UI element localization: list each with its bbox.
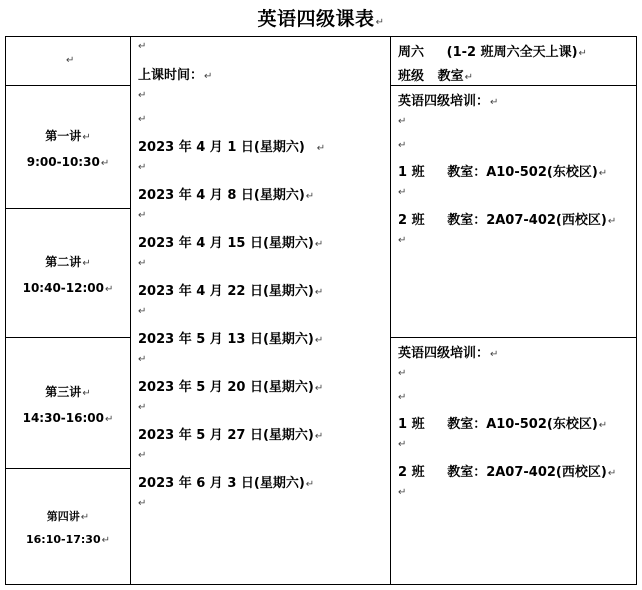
paragraph-mark: ↵	[607, 468, 617, 479]
training-heading	[398, 342, 498, 361]
paragraph-mark: ↵	[138, 258, 147, 269]
class-time-label: 上课时间：	[138, 68, 204, 83]
paragraph-mark: ↵	[314, 383, 324, 394]
column-divider-1	[130, 36, 131, 585]
row-divider-left-3	[5, 337, 131, 338]
table-border-top	[5, 36, 637, 37]
session-4	[6, 506, 130, 552]
session-name: 第三讲	[45, 385, 82, 399]
paragraph-mark: ↵	[138, 306, 147, 317]
paragraph-mark: ↵	[398, 487, 407, 498]
paragraph-mark: ↵	[204, 71, 213, 82]
class-room-row	[398, 209, 616, 228]
paragraph-mark: ↵	[316, 143, 326, 154]
paragraph-mark: ↵	[490, 97, 499, 108]
class-room-text: 1 班 教室：A10-502(东校区)	[398, 165, 598, 180]
weekday-note: 周六 (1-2 班周六全天上课)	[398, 45, 578, 60]
date-row	[138, 424, 323, 443]
date-text: 2023 年 5 月 27 日(星期六)	[138, 428, 314, 443]
paragraph-mark: ↵	[82, 132, 91, 143]
table-border-left	[5, 36, 6, 585]
class-room-row	[398, 161, 607, 180]
paragraph-mark: ↵	[66, 55, 75, 66]
header-right-line2	[398, 65, 473, 84]
session-2	[6, 250, 130, 302]
paragraph-mark: ↵	[598, 420, 608, 431]
date-text: 2023 年 5 月 13 日(星期六)	[138, 332, 314, 347]
session-name: 第一讲	[45, 129, 82, 143]
paragraph-mark: ↵	[398, 116, 407, 127]
date-row	[138, 232, 323, 251]
paragraph-mark: ↵	[375, 17, 385, 28]
row-divider-left-4	[5, 468, 131, 469]
paragraph-mark: ↵	[138, 114, 147, 125]
date-text: 2023 年 6 月 3 日(星期六)	[138, 476, 305, 491]
session-time: 16:10-17:30	[26, 533, 101, 546]
paragraph-mark: ↵	[100, 158, 110, 169]
paragraph-mark: ↵	[138, 498, 147, 509]
training-heading-text: 英语四级培训：	[398, 94, 490, 109]
training-heading	[398, 90, 498, 109]
paragraph-mark: ↵	[598, 168, 608, 179]
training-heading-text: 英语四级培训：	[398, 346, 490, 361]
class-room-text: 1 班 教室：A10-502(东校区)	[398, 417, 598, 432]
session-time: 14:30-16:00	[22, 411, 104, 425]
table-border-bottom	[5, 584, 637, 585]
paragraph-mark: ↵	[398, 187, 407, 198]
header-right-line1	[398, 41, 587, 60]
paragraph-mark: ↵	[305, 479, 315, 490]
paragraph-mark: ↵	[398, 140, 407, 151]
date-row	[138, 136, 325, 155]
date-row	[138, 184, 314, 203]
paragraph-mark: ↵	[607, 216, 617, 227]
paragraph-mark: ↵	[104, 284, 114, 295]
date-text: 2023 年 4 月 22 日(星期六)	[138, 284, 314, 299]
paragraph-mark: ↵	[104, 414, 114, 425]
date-row	[138, 280, 323, 299]
row-divider-right-1	[390, 85, 637, 86]
session-name: 第二讲	[45, 255, 82, 269]
row-divider-left-1	[5, 85, 131, 86]
paragraph-mark: ↵	[398, 368, 407, 379]
date-row	[138, 328, 323, 347]
paragraph-mark: ↵	[305, 191, 315, 202]
class-room-text: 2 班 教室：2A07-402(西校区)	[398, 213, 607, 228]
row-divider-right-2	[390, 337, 637, 338]
paragraph-mark: ↵	[82, 388, 91, 399]
header-mid-label	[138, 64, 212, 83]
title-text: 英语四级课表	[257, 8, 375, 30]
row-divider-left-2	[5, 208, 131, 209]
paragraph-mark: ↵	[138, 354, 147, 365]
date-row	[138, 472, 314, 491]
paragraph-mark: ↵	[314, 335, 324, 346]
date-row	[138, 376, 323, 395]
paragraph-mark: ↵	[101, 535, 110, 546]
date-text: 2023 年 4 月 15 日(星期六)	[138, 236, 314, 251]
paragraph-mark: ↵	[314, 431, 324, 442]
paragraph-mark: ↵	[138, 210, 147, 221]
session-1	[6, 124, 130, 176]
document-title	[0, 4, 642, 31]
paragraph-mark: ↵	[138, 41, 147, 52]
paragraph-mark: ↵	[138, 450, 147, 461]
column-divider-2	[390, 36, 391, 585]
paragraph-mark: ↵	[138, 162, 147, 173]
paragraph-mark: ↵	[490, 349, 499, 360]
paragraph-mark: ↵	[578, 48, 587, 59]
paragraph-mark: ↵	[138, 402, 147, 413]
paragraph-mark: ↵	[398, 439, 407, 450]
date-text: 2023 年 4 月 1 日(星期六)	[138, 140, 305, 155]
paragraph-mark: ↵	[82, 258, 91, 269]
session-3	[6, 380, 130, 432]
class-room-row	[398, 461, 616, 480]
paragraph-mark: ↵	[464, 72, 473, 83]
paragraph-mark: ↵	[398, 235, 407, 246]
paragraph-mark: ↵	[314, 239, 324, 250]
class-room-label: 班级 教室	[398, 69, 464, 84]
paragraph-mark: ↵	[314, 287, 324, 298]
class-room-text: 2 班 教室：2A07-402(西校区)	[398, 465, 607, 480]
paragraph-mark: ↵	[138, 90, 147, 101]
date-text: 2023 年 5 月 20 日(星期六)	[138, 380, 314, 395]
session-name: 第四讲	[46, 510, 80, 523]
session-time: 9:00-10:30	[26, 155, 100, 169]
paragraph-mark: ↵	[398, 392, 407, 403]
class-room-row	[398, 413, 607, 432]
paragraph-mark: ↵	[80, 512, 90, 523]
session-time: 10:40-12:00	[22, 281, 104, 295]
date-text: 2023 年 4 月 8 日(星期六)	[138, 188, 305, 203]
table-border-right	[636, 36, 637, 585]
header-left-cell	[66, 55, 74, 66]
